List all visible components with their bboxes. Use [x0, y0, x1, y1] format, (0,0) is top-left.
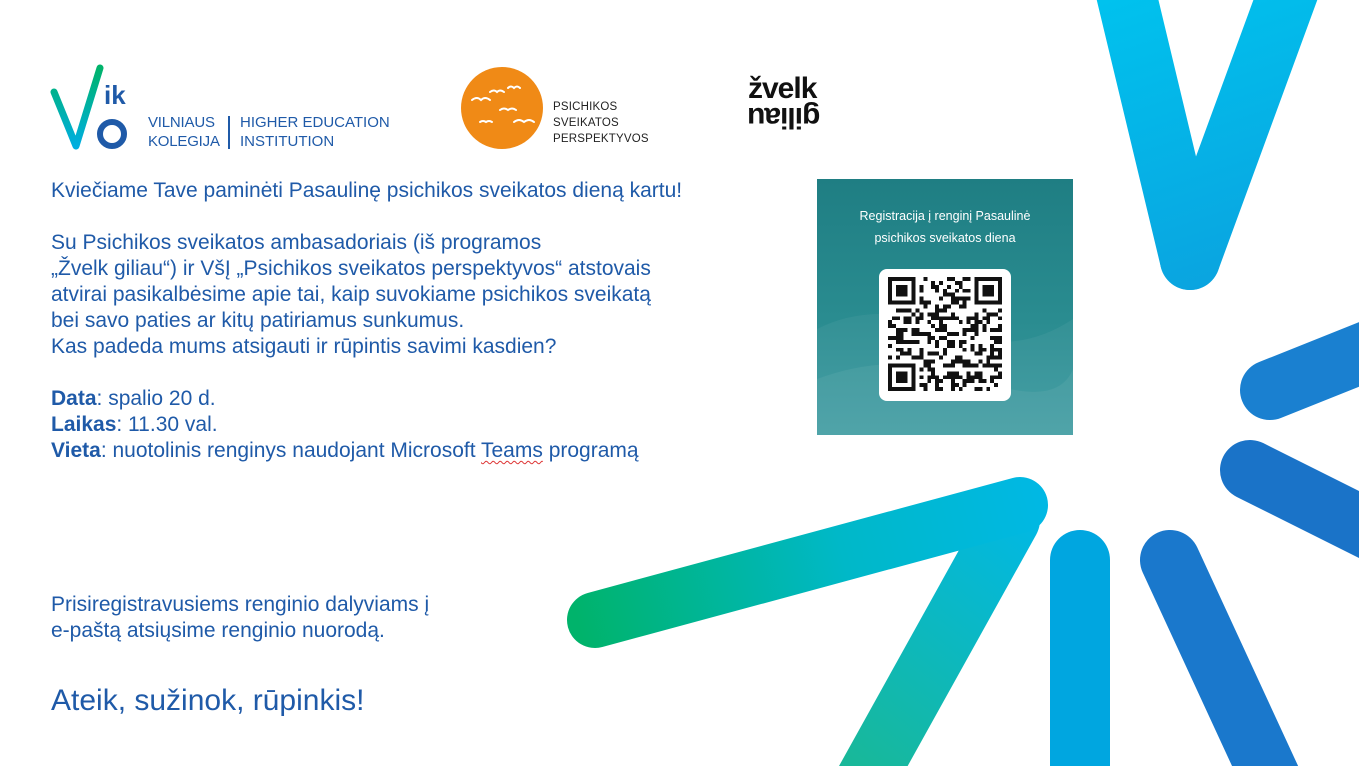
invitation-line-4: bei savo paties ar kitų patiriamus sunkumus. [51, 309, 465, 332]
viko-divider [228, 116, 230, 149]
psichikos-logo-text [553, 99, 649, 147]
slogan: Ateik, sužinok, rūpinkis! [51, 684, 365, 717]
sun-birds-icon [460, 66, 546, 152]
registration-qr-card[interactable] [817, 179, 1073, 435]
invitation-text [51, 178, 811, 464]
qr-card-title [817, 205, 1073, 249]
pp-line2: SVEIKATOS [553, 117, 619, 129]
event-date [51, 386, 811, 412]
date-label: Data [51, 387, 97, 410]
spellcheck-flagged-word[interactable]: Teams [481, 439, 543, 462]
time-value: : 11.30 val. [116, 413, 218, 436]
viko-logo [48, 62, 408, 154]
date-value: : spalio 20 d. [96, 387, 216, 410]
note-line2: e-paštą atsiųsime renginio nuorodą. [51, 619, 385, 642]
invitation-intro: Kviečiame Tave paminėti Pasaulinę psichikos sveikatos dieną kartu! [51, 179, 683, 202]
viko-name-line1: VILNIAUS [148, 114, 215, 131]
place-label: Vieta [51, 439, 101, 462]
event-place [51, 438, 811, 464]
note-line1: Prisiregistravusiems renginio dalyviams į [51, 593, 430, 616]
invitation-line-2: „Žvelk giliau“) ir VšĮ „Psichikos sveikatos perspektyvos“ atstovais [51, 257, 651, 280]
event-time [51, 412, 811, 438]
zvelk-giliau-logo [748, 74, 844, 144]
registration-note [51, 592, 429, 644]
place-value: : nuotolinis renginys naudojant Microsoft [100, 439, 481, 462]
zvelk-word: žvelk [748, 72, 817, 105]
qr-title-line1: Registracija į renginį Pasaulinė [859, 209, 1031, 223]
viko-subtitle-line2: INSTITUTION [240, 133, 335, 150]
pp-line3: PERSPEKTYVOS [553, 133, 649, 145]
viko-mark-letters: ik [104, 80, 126, 110]
time-label: Laikas [51, 413, 117, 436]
viko-name-line2: KOLEGIJA [148, 133, 220, 150]
qr-code-icon[interactable] [888, 277, 1002, 391]
viko-mark-icon [48, 62, 148, 154]
qr-code-frame[interactable] [879, 269, 1011, 401]
pp-line1: PSICHIKOS [553, 101, 618, 113]
invitation-line-1: Su Psichikos sveikatos ambasadoriais (iš programos [51, 231, 542, 254]
invitation-line-3: atvirai pasikalbėsime apie tai, kaip suvokiame psichikos sveikatą [51, 283, 651, 306]
psichikos-perspektyvos-logo [460, 66, 660, 152]
place-value-end: programą [542, 439, 639, 462]
qr-title-line2: psichikos sveikatos diena [874, 231, 1016, 245]
invitation-line-5: Kas padeda mums atsigauti ir rūpintis savimi kasdien? [51, 335, 557, 358]
viko-subtitle-line1: HIGHER EDUCATION [240, 114, 390, 131]
giliau-word-inverted: giliau [748, 101, 821, 134]
